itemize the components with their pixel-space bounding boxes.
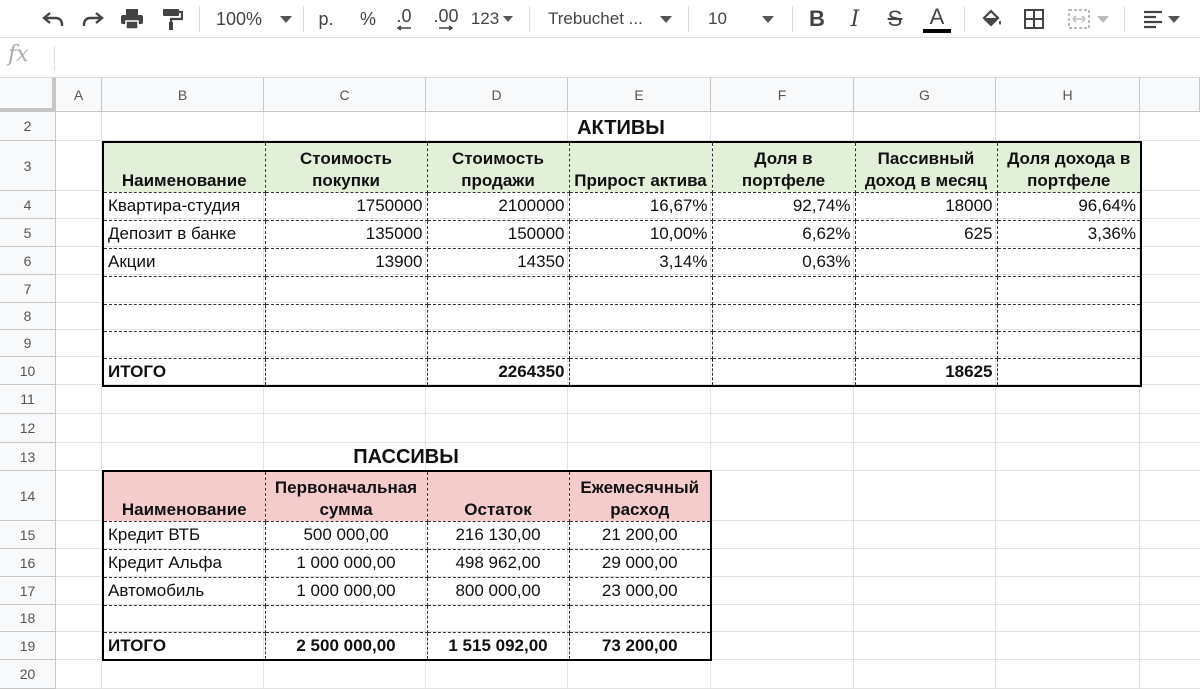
number-format-select[interactable] <box>468 0 516 38</box>
row-header-7[interactable]: 7 <box>0 275 56 303</box>
row-header-2[interactable]: 2 <box>0 112 56 141</box>
header-cell[interactable]: Ежемесячный расход <box>569 471 711 521</box>
chevron-down-icon <box>660 16 672 23</box>
row-header-19[interactable]: 19 <box>0 632 56 660</box>
total-cell[interactable] <box>569 358 712 386</box>
bold-button[interactable]: B <box>809 6 825 31</box>
cell[interactable] <box>265 276 427 304</box>
table-row <box>103 549 711 577</box>
cell[interactable] <box>569 304 712 331</box>
table-row <box>103 220 1141 248</box>
cell[interactable]: 96,64% <box>997 192 1141 220</box>
total-cell[interactable] <box>265 358 427 386</box>
cell[interactable] <box>103 276 265 304</box>
cell[interactable]: 29 000,00 <box>569 549 711 577</box>
cell[interactable]: 500 000,00 <box>265 521 427 549</box>
table-row <box>103 521 711 549</box>
chevron-down-icon <box>1168 16 1180 23</box>
cell[interactable] <box>855 304 997 331</box>
cell[interactable] <box>427 304 569 331</box>
cell[interactable] <box>997 331 1141 358</box>
assets-title: АКТИВЫ <box>577 117 665 139</box>
total-cell[interactable]: 18625 <box>855 358 997 386</box>
cell[interactable]: Автомобиль <box>103 577 265 605</box>
table-row <box>103 276 1141 304</box>
cell[interactable]: 625 <box>855 220 997 248</box>
row-header-4[interactable]: 4 <box>0 191 56 219</box>
row-header-18[interactable]: 18 <box>0 605 56 632</box>
cell[interactable] <box>569 276 712 304</box>
cell[interactable]: 18000 <box>855 192 997 220</box>
cell[interactable] <box>855 248 997 276</box>
column-header-e[interactable]: E <box>568 78 711 112</box>
row-header-20[interactable]: 20 <box>0 660 56 689</box>
row-header-15[interactable]: 15 <box>0 521 56 549</box>
header-cell[interactable]: Наименование <box>103 142 265 192</box>
header-cell[interactable]: Доля дохода в портфеле <box>997 142 1141 192</box>
row-header-10[interactable]: 10 <box>0 357 56 385</box>
align-icon[interactable] <box>1136 0 1186 38</box>
cell[interactable]: 21 200,00 <box>569 521 711 549</box>
cell[interactable] <box>997 248 1141 276</box>
arrow-left-icon <box>396 25 412 31</box>
row-header-9[interactable]: 9 <box>0 330 56 357</box>
cell[interactable]: 216 130,00 <box>427 521 569 549</box>
column-header-d[interactable]: D <box>426 78 568 112</box>
cell[interactable]: 23 000,00 <box>569 577 711 605</box>
cell[interactable]: 13900 <box>265 248 427 276</box>
cell[interactable]: Кредит ВТБ <box>103 521 265 549</box>
cell[interactable] <box>712 276 855 304</box>
row-header-8[interactable]: 8 <box>0 303 56 330</box>
liabilities-table <box>102 470 712 661</box>
decrease-decimal-button[interactable] <box>388 0 420 38</box>
row-header-12[interactable]: 12 <box>0 414 56 443</box>
text-color-button[interactable] <box>920 0 954 38</box>
cell[interactable]: 3,14% <box>569 248 712 276</box>
cell[interactable]: 10,00% <box>569 220 712 248</box>
header-cell[interactable]: Стоимость покупки <box>265 142 427 192</box>
font-size-select[interactable] <box>700 0 782 38</box>
font-select[interactable] <box>540 0 680 38</box>
cell[interactable] <box>265 331 427 358</box>
header-cell[interactable]: Первоначальная сумма <box>265 471 427 521</box>
row-header-17[interactable]: 17 <box>0 577 56 605</box>
liabilities-title: ПАССИВЫ <box>353 446 459 468</box>
toolbar <box>0 0 1200 38</box>
cell[interactable] <box>997 304 1141 331</box>
row-header-13[interactable]: 13 <box>0 443 56 471</box>
borders-icon[interactable] <box>1018 0 1050 38</box>
undo-icon[interactable] <box>36 0 70 38</box>
cell[interactable]: 92,74% <box>712 192 855 220</box>
table-row <box>103 304 1141 331</box>
increase-decimal-label: .00 <box>433 6 459 26</box>
color-bar <box>923 29 951 33</box>
cell[interactable]: 150000 <box>427 220 569 248</box>
cell[interactable] <box>427 331 569 358</box>
header-cell[interactable]: Доля в портфеле <box>712 142 855 192</box>
italic-button[interactable]: I <box>850 6 860 32</box>
print-icon[interactable] <box>116 0 148 38</box>
column-header-c[interactable]: C <box>264 78 426 112</box>
cell[interactable]: Акции <box>103 248 265 276</box>
paint-format-icon[interactable] <box>156 0 188 38</box>
table-row <box>103 577 711 605</box>
arrow-right-icon <box>438 25 454 31</box>
total-cell[interactable] <box>997 358 1141 386</box>
cell[interactable] <box>855 331 997 358</box>
total-cell[interactable]: 2264350 <box>427 358 569 386</box>
number-format-label: 123 <box>470 9 500 28</box>
row-header-3[interactable]: 3 <box>0 141 56 191</box>
cell[interactable]: 1 000 000,00 <box>265 577 427 605</box>
zoom-select[interactable] <box>208 0 300 38</box>
chevron-down-icon <box>280 16 292 23</box>
select-all-corner[interactable] <box>0 78 56 112</box>
cell[interactable]: 0,63% <box>712 248 855 276</box>
cell[interactable]: 1 000 000,00 <box>265 549 427 577</box>
total-row <box>103 632 711 660</box>
font-size-value: 10 <box>708 9 727 28</box>
increase-decimal-button[interactable] <box>428 0 464 38</box>
cell[interactable] <box>997 276 1141 304</box>
cell[interactable] <box>265 605 427 632</box>
row-header-6[interactable]: 6 <box>0 247 56 275</box>
text-color-letter: A <box>929 4 945 29</box>
chevron-down-icon <box>503 16 513 22</box>
cell[interactable] <box>712 331 855 358</box>
header-cell[interactable]: Наименование <box>103 471 265 521</box>
total-cell[interactable]: ИТОГО <box>103 358 265 386</box>
table-row <box>103 605 711 632</box>
total-cell[interactable] <box>712 358 855 386</box>
chevron-down-icon <box>762 16 774 23</box>
header-cell[interactable]: Пассивный доход в месяц <box>855 142 997 192</box>
table-header-row <box>103 142 1141 192</box>
row-header-5[interactable]: 5 <box>0 219 56 247</box>
cell[interactable]: 16,67% <box>569 192 712 220</box>
total-cell[interactable]: 1 515 092,00 <box>427 632 569 660</box>
header-cell[interactable]: Стоимость продажи <box>427 142 569 192</box>
column-header-filler <box>1140 78 1200 112</box>
total-cell[interactable]: 2 500 000,00 <box>265 632 427 660</box>
cell[interactable] <box>427 605 569 632</box>
cell[interactable] <box>569 331 712 358</box>
fill-color-icon[interactable] <box>976 0 1008 38</box>
cell[interactable]: 3,36% <box>997 220 1141 248</box>
column-header-g[interactable]: G <box>854 78 996 112</box>
cell[interactable]: 1750000 <box>265 192 427 220</box>
table-row <box>103 331 1141 358</box>
strikethrough-button[interactable]: S <box>887 6 903 31</box>
column-header-a[interactable]: A <box>56 78 102 112</box>
chevron-down-icon <box>1097 16 1109 23</box>
table-row <box>103 248 1141 276</box>
total-cell[interactable]: 73 200,00 <box>569 632 711 660</box>
total-row <box>103 358 1141 386</box>
cell[interactable]: Кредит Альфа <box>103 549 265 577</box>
cell[interactable] <box>712 304 855 331</box>
formula-bar <box>0 38 1200 78</box>
row-header-14[interactable]: 14 <box>0 471 56 521</box>
cell[interactable]: 498 962,00 <box>427 549 569 577</box>
fx-icon: fx <box>8 42 29 67</box>
redo-icon[interactable] <box>76 0 110 38</box>
cell[interactable] <box>265 304 427 331</box>
cell[interactable] <box>427 276 569 304</box>
cell[interactable] <box>103 304 265 331</box>
cell[interactable] <box>103 331 265 358</box>
row-header-16[interactable]: 16 <box>0 549 56 577</box>
cell[interactable]: 2100000 <box>427 192 569 220</box>
cell[interactable]: 14350 <box>427 248 569 276</box>
table-header-row <box>103 471 711 521</box>
cell[interactable]: Квартира-студия <box>103 192 265 220</box>
cell[interactable] <box>569 605 711 632</box>
total-cell[interactable]: ИТОГО <box>103 632 265 660</box>
decrease-decimal-label: .0 <box>396 6 412 26</box>
cell[interactable]: 800 000,00 <box>427 577 569 605</box>
header-cell[interactable]: Прирост актива <box>569 142 712 192</box>
cell[interactable]: 135000 <box>265 220 427 248</box>
cell[interactable]: 6,62% <box>712 220 855 248</box>
column-header-b[interactable]: B <box>102 78 264 112</box>
column-header-f[interactable]: F <box>711 78 854 112</box>
currency-format-button[interactable]: р. <box>318 8 334 29</box>
assets-table <box>102 141 1142 387</box>
column-header-h[interactable]: H <box>996 78 1140 112</box>
table-row <box>103 192 1141 220</box>
header-cell[interactable]: Остаток <box>427 471 569 521</box>
font-value: Trebuchet ... <box>548 9 643 28</box>
cell[interactable]: Депозит в банке <box>103 220 265 248</box>
cell[interactable] <box>855 276 997 304</box>
percent-format-button[interactable]: % <box>359 8 376 29</box>
cell[interactable] <box>103 605 265 632</box>
merge-cells-icon[interactable] <box>1058 0 1118 38</box>
row-header-11[interactable]: 11 <box>0 385 56 414</box>
zoom-value: 100% <box>216 8 263 29</box>
